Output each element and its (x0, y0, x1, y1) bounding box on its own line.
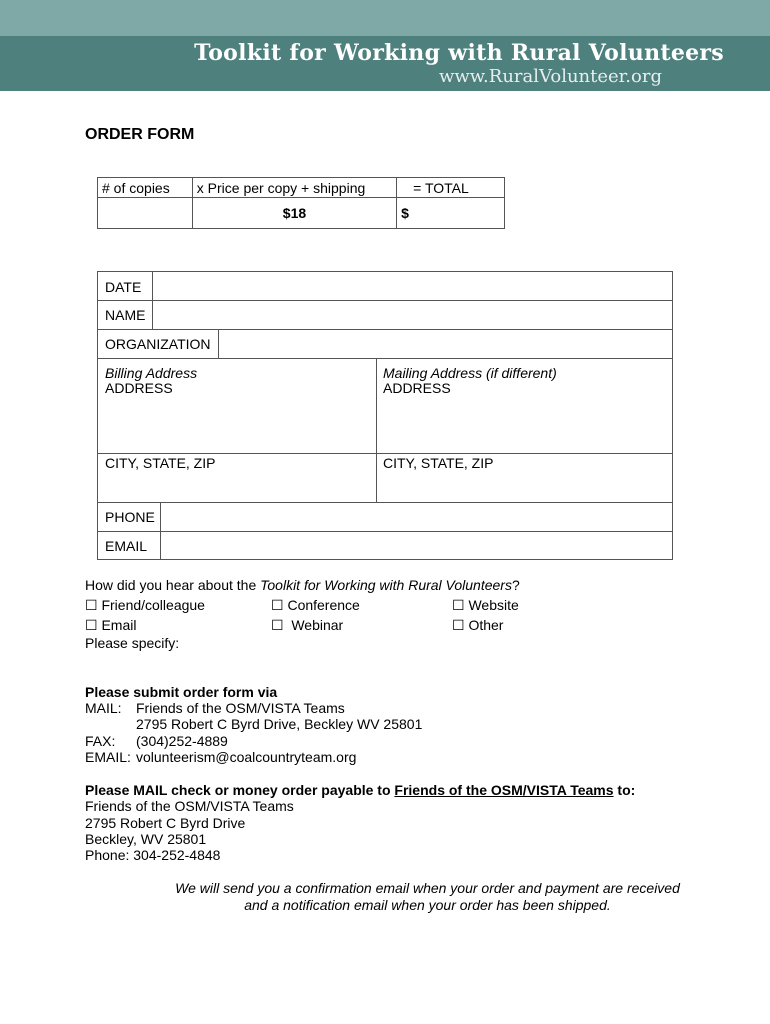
payment-line4: Phone: 304-252-4848 (85, 847, 221, 863)
mailing-address-label: ADDRESS (383, 380, 451, 396)
price-table-header (98, 178, 505, 198)
checkbox-icon[interactable]: ☐ (452, 617, 465, 633)
email-label: EMAIL (105, 538, 148, 554)
option-email[interactable]: ☐ Email (85, 617, 137, 633)
option-other[interactable]: ☐ Other (452, 617, 504, 633)
checkbox-icon[interactable]: ☐ (85, 597, 98, 613)
payment-line2: 2795 Robert C Byrd Drive (85, 815, 246, 831)
billing-heading: Billing Address (105, 365, 198, 381)
banner-title: Toolkit for Working with Rural Volunteers (194, 40, 724, 66)
organization-label: ORGANIZATION (105, 336, 211, 352)
checkbox-icon[interactable]: ☐ (271, 617, 284, 633)
billing-address-label: ADDRESS (105, 380, 173, 396)
payment-heading: Please MAIL check or money order payable to Friends of the OSM/VISTA Teams to: (85, 782, 636, 798)
email-row (98, 532, 672, 560)
copies-header: # of copies (98, 178, 193, 198)
price-header: x Price per copy + shipping (192, 178, 396, 198)
organization-row (98, 330, 672, 359)
option-website[interactable]: ☐ Website (452, 597, 519, 613)
phone-row (98, 503, 672, 532)
survey-question: How did you hear about the Toolkit for Working with Rural Volunteers? (85, 577, 520, 593)
checkbox-icon[interactable]: ☐ (452, 597, 465, 613)
mail-line2: 2795 Robert C Byrd Drive, Beckley WV 25801 (136, 716, 423, 732)
payment-line3: Beckley, WV 25801 (85, 831, 207, 847)
please-specify-label: Please specify: (85, 635, 180, 651)
date-label: DATE (105, 279, 142, 295)
copies-input[interactable] (98, 198, 193, 229)
checkbox-icon[interactable]: ☐ (271, 597, 284, 613)
banner-url[interactable]: www.RuralVolunteer.org (438, 66, 662, 87)
phone-label: PHONE (105, 509, 155, 525)
email-contact-value[interactable]: volunteerism@coalcountryteam.org (136, 749, 357, 765)
total-header: = TOTAL (397, 178, 505, 198)
contact-info-box (97, 271, 673, 560)
submit-heading: Please submit order form via (85, 684, 278, 700)
phone-input[interactable] (161, 503, 672, 531)
name-input[interactable] (153, 301, 672, 329)
mail-line1: Friends of the OSM/VISTA Teams (136, 700, 345, 716)
name-row (98, 301, 672, 330)
checkbox-icon[interactable]: ☐ (85, 617, 98, 633)
option-webinar[interactable]: ☐ Webinar (271, 617, 344, 633)
price-value: $18 (192, 198, 396, 229)
name-label: NAME (105, 307, 146, 323)
fax-value: (304)252-4889 (136, 733, 228, 749)
email-contact-label: EMAIL: (85, 749, 131, 765)
date-input[interactable] (153, 272, 672, 300)
footer-line2: and a notification email when your order has been shipped. (244, 897, 611, 913)
page-title: ORDER FORM (85, 126, 195, 143)
payment-line1: Friends of the OSM/VISTA Teams (85, 798, 294, 814)
header-banner-top (0, 0, 770, 36)
billing-city-label: CITY, STATE, ZIP (105, 455, 216, 471)
option-friend-colleague[interactable]: ☐ Friend/colleague (85, 597, 205, 613)
option-conference[interactable]: ☐ Conference (271, 597, 360, 613)
price-table (97, 177, 505, 229)
mailing-heading: Mailing Address (if different) (383, 365, 557, 381)
organization-input[interactable] (219, 330, 672, 358)
mailing-city-label: CITY, STATE, ZIP (383, 455, 494, 471)
price-table-values (98, 198, 505, 229)
address-row (98, 359, 672, 454)
total-input[interactable]: $ (397, 198, 505, 229)
mail-label: MAIL: (85, 700, 122, 716)
date-row (98, 272, 672, 301)
footer-line1: We will send you a confirmation email when your order and payment are received (175, 880, 680, 896)
city-row (98, 454, 672, 503)
email-input[interactable] (161, 532, 672, 560)
fax-label: FAX: (85, 733, 116, 749)
